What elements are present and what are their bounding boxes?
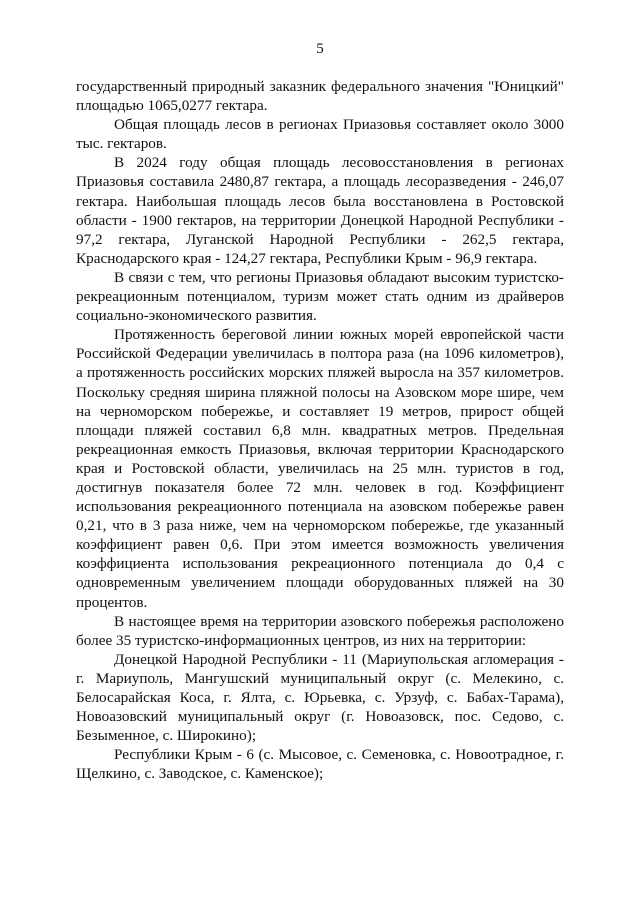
paragraph-tourist-centers: В настоящее время на территории азовского побережья расположено более 35 туристско-информационных центров, из них на территории: <box>76 612 564 649</box>
paragraph-reserve-continuation: государственный природный заказник федерального значения "Юницкий" площадью 1065,0277 гектара. <box>76 78 564 115</box>
document-body <box>76 77 564 783</box>
paragraph-tourism-potential: В связи с тем, что регионы Приазовья обладают высоким туристско-рекреационным потенциалом, туризм может стать одним из драйверов социально-экономического развития. <box>76 268 564 325</box>
paragraph-forest-area: Общая площадь лесов в регионах Приазовья составляет около 3000 тыс. гектаров. <box>76 116 564 153</box>
paragraph-coastline-beaches: Протяженность береговой линии южных морей европейской части Российской Федерации увеличилась в полтора раза (на 1096 километров), а протяженность российских морских пляжей выросла на 357 километров. Поскольку средняя ширина пляжной полосы на Азовском море шире, чем на черноморском побережье, и составляет 19 метров, прирост общей площади пляжей составил 6,8 млн. квадратных метров. Предельная рекреационная емкость Приазовья, включая территории Краснодарского края и Ростовской области, увеличилась на 25 млн. туристов в год, достигнув показателя более 72 млн. человек в год. Коэффициент использования рекреационного потенциала на азовском побережье равен 0,21, что в 3 раза ниже, чем на черноморском побережье, где указанный коэффициент равен 0,6. При этом имеется возможность увеличения коэффициента использования рекреационного потенциала до 0,4 с одновременным увеличением площади оборудованных пляжей на 30 процентов. <box>76 326 564 611</box>
paragraph-crimea-centers: Республики Крым - 6 (с. Мысовое, с. Семеновка, с. Новоотрадное, г. Щелкино, с. Заводское, с. Каменское); <box>76 746 564 783</box>
paragraph-reforestation-2024: В 2024 году общая площадь лесовосстановления в регионах Приазовья составила 2480,87 гектара, а площадь лесоразведения - 246,07 гектара. Наибольшая площадь лесов была восстановлена в Ростовской области - 1900 гектаров, на территории Донецкой Народной Республики - 97,2 гектара, Луганской Народной Республики - 262,5 гектара, Краснодарского края - 124,27 гектара, Республики Крым - 96,9 гектара. <box>76 154 564 267</box>
page-number: 5 <box>316 41 324 57</box>
paragraph-dnr-centers: Донецкой Народной Республики - 11 (Мариупольская агломерация - г. Мариуполь, Мангушский муниципальный округ (с. Мелекино, с. Белосарайская Коса, г. Ялта, с. Юрьевка, с. Урзуф, с. Бабах-Тарама), Новоазовский муниципальный округ (г. Новоазовск, пос. Седово, с. Безыменное, с. Широкино); <box>76 650 564 745</box>
